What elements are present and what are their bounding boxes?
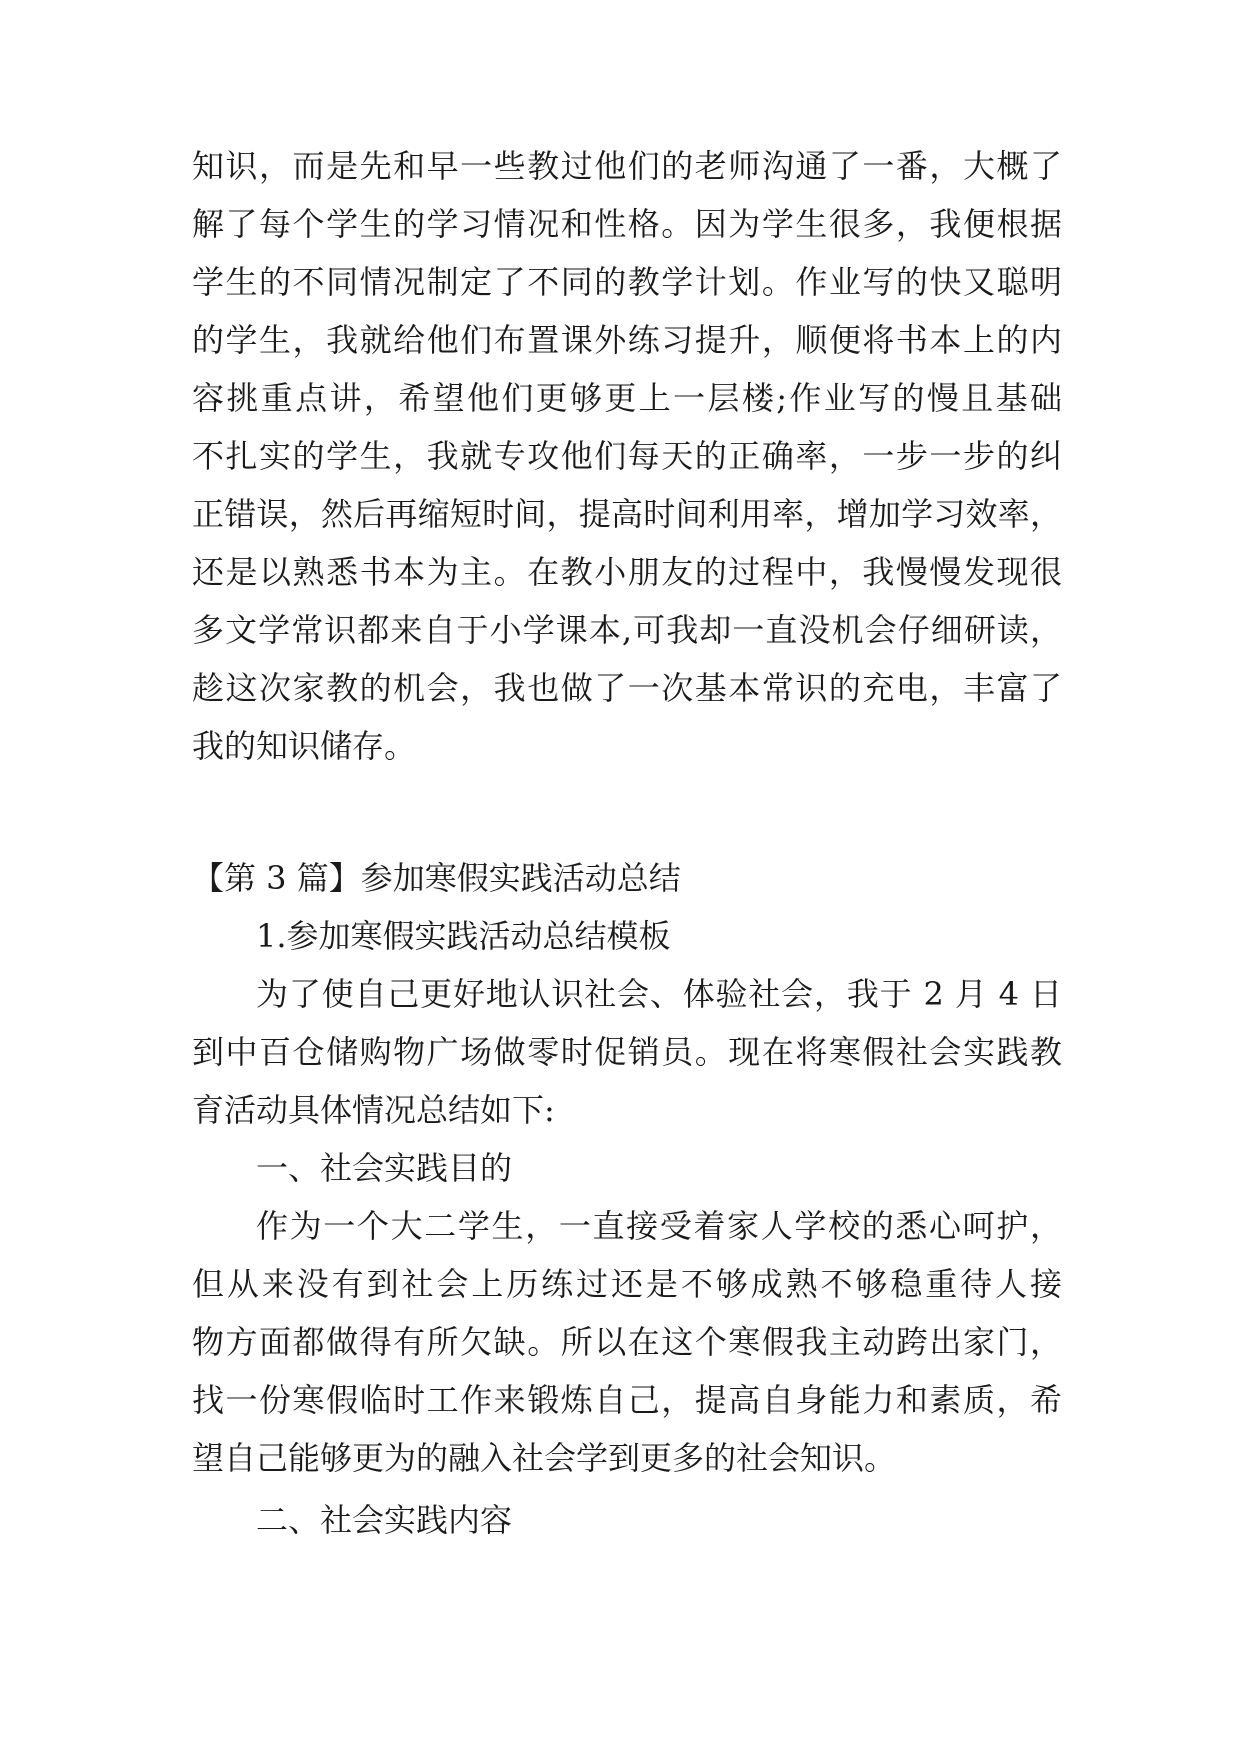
subtitle: 1.参加寒假实践活动总结模板 <box>256 917 671 955</box>
paragraph-line: 正错误，然后再缩短时间，提高时间利用率，增加学习效率， <box>192 495 1062 533</box>
purpose-line: 物方面都做得有所欠缺。所以在这个寒假我主动跨出家门， <box>192 1323 1062 1361</box>
purpose-line: 作为一个大二学生，一直接受着家人学校的悉心呵护， <box>256 1207 1062 1245</box>
paragraph-line: 的学生，我就给他们布置课外练习提升，顺便将书本上的内 <box>192 321 1062 359</box>
intro-line: 为了使自己更好地认识社会、体验社会，我于 2 月 4 日 <box>256 975 1062 1013</box>
paragraph-line: 学生的不同情况制定了不同的教学计划。作业写的快又聪明 <box>192 263 1062 301</box>
section-title: 【第 3 篇】参加寒假实践活动总结 <box>192 859 681 897</box>
purpose-line: 找一份寒假临时工作来锻炼自己，提高自身能力和素质，希 <box>192 1381 1062 1419</box>
paragraph-line: 趁这次家教的机会，我也做了一次基本常识的充电，丰富了 <box>192 669 1062 707</box>
paragraph-line: 我的知识储存。 <box>192 727 417 765</box>
paragraph-line: 还是以熟悉书本为主。在教小朋友的过程中，我慢慢发现很 <box>192 553 1062 591</box>
paragraph-line: 解了每个学生的学习情况和性格。因为学生很多，我便根据 <box>192 205 1062 243</box>
intro-line: 到中百仓储购物广场做零时促销员。现在将寒假社会实践教 <box>192 1033 1062 1071</box>
purpose-line: 望自己能够更为的融入社会学到更多的社会知识。 <box>192 1439 897 1477</box>
paragraph-line: 不扎实的学生，我就专攻他们每天的正确率，一步一步的纠 <box>192 437 1062 475</box>
heading-purpose: 一、社会实践目的 <box>256 1149 513 1187</box>
heading-content: 二、社会实践内容 <box>256 1501 513 1539</box>
paragraph-line: 多文学常识都来自于小学课本,可我却一直没机会仔细研读， <box>192 611 1062 649</box>
paragraph-line: 知识，而是先和早一些教过他们的老师沟通了一番，大概了 <box>192 147 1062 185</box>
paragraph-line: 容挑重点讲，希望他们更够更上一层楼;作业写的慢且基础 <box>192 379 1062 417</box>
intro-line: 育活动具体情况总结如下: <box>192 1091 555 1129</box>
purpose-line: 但从来没有到社会上历练过还是不够成熟不够稳重待人接 <box>192 1265 1062 1303</box>
